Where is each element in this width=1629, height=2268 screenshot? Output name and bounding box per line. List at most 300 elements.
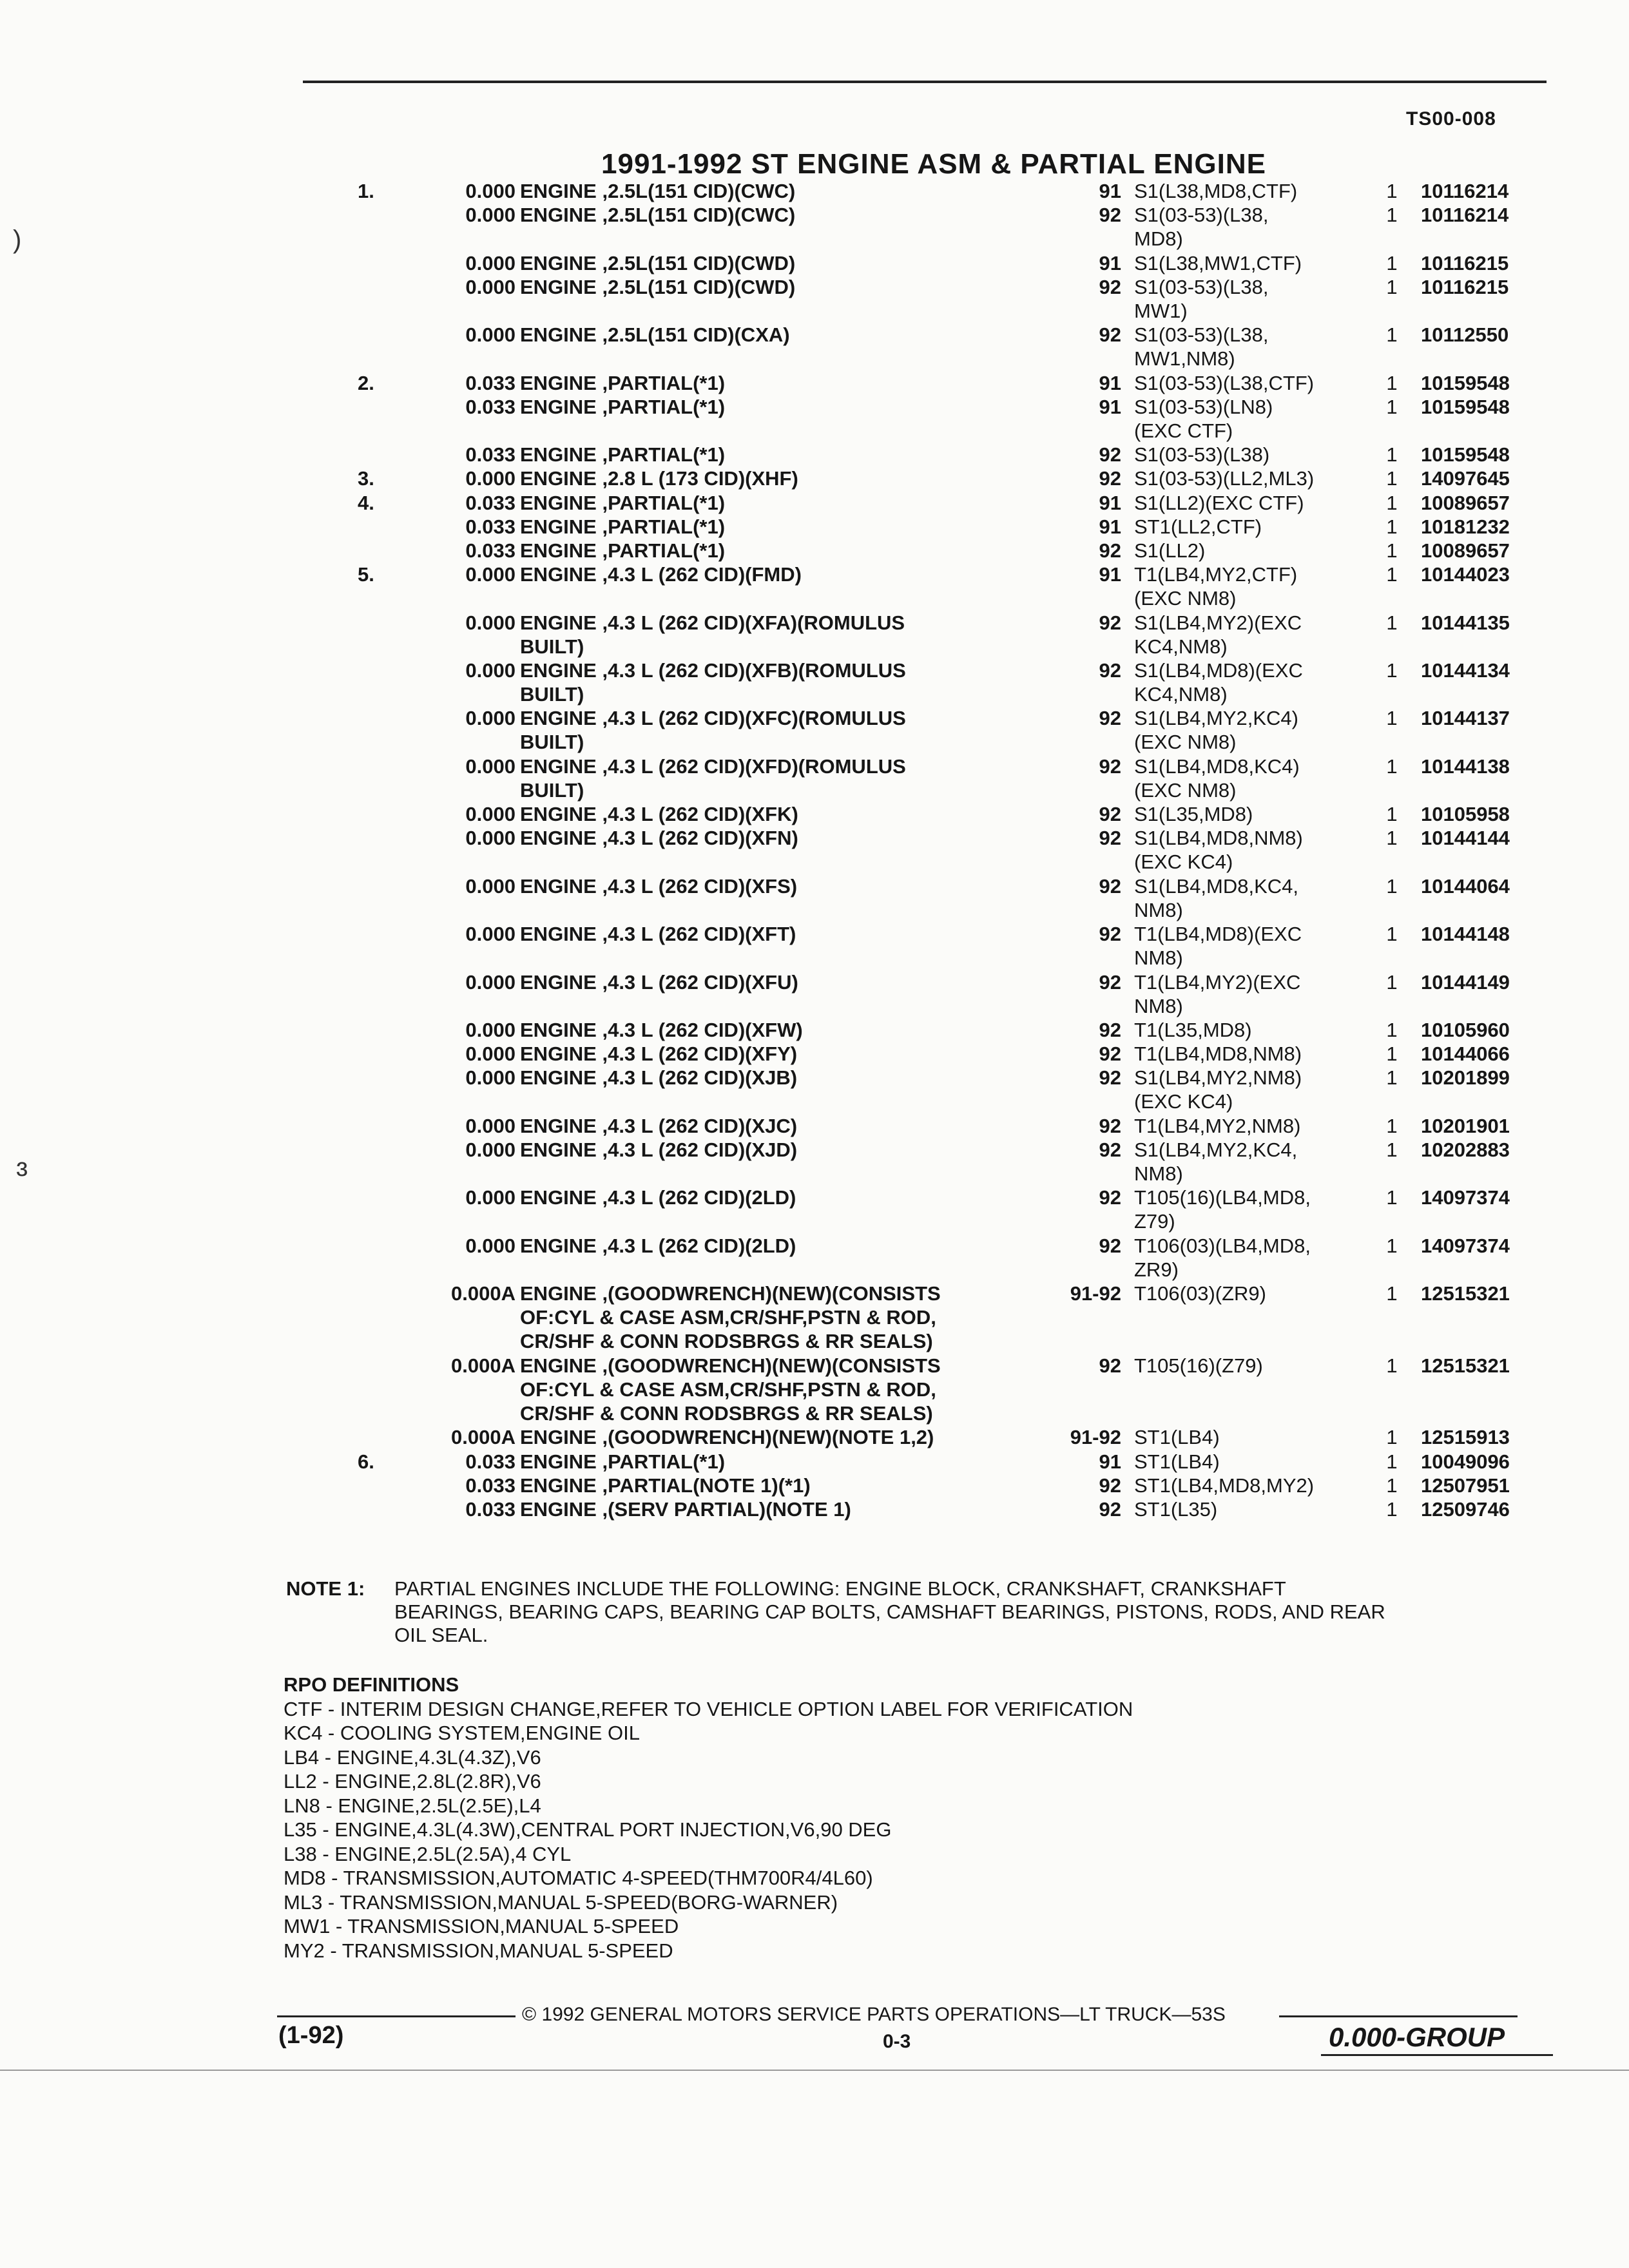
quantity: 1: [1386, 1450, 1398, 1473]
part-description: [520, 1018, 1119, 1042]
description-line: ENGINE ,2.5L(151 CID)(CXA): [520, 323, 790, 347]
description-line: ENGINE ,4.3 L (262 CID)(FMD): [520, 563, 802, 586]
date-code: (1-92): [278, 2022, 344, 2049]
group-level: 0.000: [465, 874, 516, 898]
usage-line: S1(03-53)(LN8): [1134, 395, 1273, 418]
usage-line: S1(L35,MD8): [1134, 803, 1253, 826]
usage: [1134, 395, 1373, 443]
description-line: ENGINE ,4.3 L (262 CID)(XFW): [520, 1019, 803, 1041]
model-year: 92: [1099, 1114, 1121, 1137]
model-year: 92: [1099, 1043, 1121, 1066]
usage-line: NM8): [1134, 947, 1183, 970]
group-level: 0.033: [465, 1474, 516, 1497]
footer-rule-left: [277, 2015, 516, 2017]
part-number: 10144134: [1421, 659, 1510, 682]
description-line: ENGINE ,4.3 L (262 CID)(XFA)(ROMULUS: [520, 611, 905, 634]
quantity: 1: [1386, 1043, 1398, 1066]
usage: [1134, 802, 1373, 826]
model-year: 92: [1099, 803, 1121, 826]
part-number: 10181232: [1421, 515, 1510, 538]
part-description: [520, 1186, 1119, 1209]
model-year: 91: [1099, 251, 1121, 274]
part-description: [520, 1114, 1119, 1138]
part-number: 10144148: [1421, 923, 1510, 946]
description-line: ENGINE ,4.3 L (262 CID)(XFK): [520, 803, 798, 826]
ref-number: 3.: [358, 467, 374, 490]
group-level: 0.000A: [451, 1282, 516, 1305]
group-level: 0.000: [465, 204, 516, 227]
group-level: 0.000: [465, 707, 516, 730]
description-line: ENGINE ,4.3 L (262 CID)(XFD)(ROMULUS: [520, 754, 906, 778]
part-number: 10159548: [1421, 395, 1510, 418]
part-description: [520, 251, 1119, 275]
group-level: 0.033: [465, 1450, 516, 1473]
quantity: 1: [1386, 515, 1398, 538]
part-number: 10089657: [1421, 539, 1510, 562]
description-line: ENGINE ,4.3 L (262 CID)(XJD): [520, 1139, 798, 1161]
quantity: 1: [1386, 1114, 1398, 1137]
part-number: 10159548: [1421, 371, 1510, 394]
group-level: 0.000: [465, 1043, 516, 1066]
model-year: 92: [1099, 204, 1121, 227]
usage-line: S1(03-53)(L38,: [1134, 275, 1269, 298]
quantity: 1: [1386, 1354, 1398, 1377]
model-year: 92: [1099, 827, 1121, 850]
part-number: 10105958: [1421, 803, 1510, 826]
description-line: ENGINE ,PARTIAL(*1): [520, 539, 726, 562]
description-line: ENGINE ,PARTIAL(*1): [520, 371, 726, 394]
part-number: 12515913: [1421, 1426, 1510, 1449]
usage: [1134, 1186, 1373, 1233]
usage-line: ZR9): [1134, 1258, 1179, 1281]
usage-line: T1(LB4,MD8,NM8): [1134, 1043, 1302, 1066]
part-number: 12515321: [1421, 1282, 1510, 1305]
model-year: 92: [1099, 611, 1121, 634]
usage-line: T1(LB4,MY2)(EXC: [1134, 970, 1301, 994]
usage-line: S1(L38,MW1,CTF): [1134, 251, 1302, 274]
usage: [1134, 1450, 1373, 1474]
part-number: 12509746: [1421, 1498, 1510, 1521]
group-level: 0.033: [465, 1498, 516, 1521]
model-year: 91: [1099, 395, 1121, 418]
usage-line: T105(16)(Z79): [1134, 1354, 1263, 1377]
part-description: [520, 1066, 1119, 1090]
note-label: NOTE 1:: [286, 1577, 365, 1600]
description-line: ENGINE ,2.8 L (173 CID)(XHF): [520, 467, 798, 490]
document-code: TS00-008: [1406, 108, 1496, 130]
part-number: 10144137: [1421, 707, 1510, 730]
rpo-item: MD8 - TRANSMISSION,AUTOMATIC 4-SPEED(THM700R4/4L60): [284, 1867, 873, 1889]
rpo-item: CTF - INTERIM DESIGN CHANGE,REFER TO VEHICLE OPTION LABEL FOR VERIFICATION: [284, 1697, 1133, 1720]
part-description: [520, 395, 1119, 419]
description-line: CR/SHF & CONN RODSBRGS & RR SEALS): [520, 1330, 933, 1353]
description-line: BUILT): [520, 778, 584, 802]
group-level: 0.000: [465, 1066, 516, 1090]
part-number: 10201899: [1421, 1066, 1510, 1090]
description-line: ENGINE ,(GOODWRENCH)(NEW)(CONSISTS: [520, 1282, 941, 1305]
model-year: 92: [1099, 970, 1121, 994]
footer-underline-right: [1321, 2054, 1553, 2056]
usage-line: T106(03)(ZR9): [1134, 1282, 1266, 1305]
usage: [1134, 754, 1373, 802]
model-year: 92: [1099, 1474, 1121, 1497]
model-year: 92: [1099, 1234, 1121, 1257]
model-year: 92: [1099, 539, 1121, 562]
usage: [1134, 1042, 1373, 1066]
part-number: 10144149: [1421, 970, 1510, 994]
usage-line: (EXC KC4): [1134, 850, 1233, 874]
quantity: 1: [1386, 204, 1398, 227]
quantity: 1: [1386, 707, 1398, 730]
group-level: 0.000: [465, 827, 516, 850]
part-number: 10116215: [1421, 251, 1509, 274]
quantity: 1: [1386, 323, 1398, 347]
usage: [1134, 323, 1373, 370]
usage: [1134, 826, 1373, 874]
usage: [1134, 371, 1373, 395]
part-number: 12507951: [1421, 1474, 1510, 1497]
description-line: ENGINE ,PARTIAL(NOTE 1)(*1): [520, 1474, 811, 1497]
part-number: 10144066: [1421, 1043, 1510, 1066]
ref-number: 2.: [358, 371, 374, 394]
usage: [1134, 658, 1373, 706]
description-line: OF:CYL & CASE ASM,CR/SHF,PSTN & ROD,: [520, 1306, 936, 1329]
quantity: 1: [1386, 1234, 1398, 1257]
ref-number: 5.: [358, 563, 374, 586]
part-number: 10202883: [1421, 1139, 1510, 1161]
usage-line: MW1): [1134, 299, 1188, 322]
model-year: 92: [1099, 443, 1121, 466]
group-level: 0.000: [465, 1019, 516, 1041]
usage: [1134, 275, 1373, 323]
part-description: [520, 491, 1119, 515]
model-year: 91: [1099, 371, 1121, 394]
quantity: 1: [1386, 443, 1398, 466]
model-year: 91: [1099, 563, 1121, 586]
group-level: 0.000: [465, 251, 516, 274]
part-number: 14097645: [1421, 467, 1510, 490]
group-level: 0.000: [465, 1234, 516, 1257]
group-level: 0.000: [465, 803, 516, 826]
scan-mark-left-1: ): [13, 226, 22, 254]
description-line: ENGINE ,2.5L(151 CID)(CWD): [520, 275, 796, 298]
description-line: ENGINE ,PARTIAL(*1): [520, 515, 726, 538]
part-description: [520, 1138, 1119, 1162]
usage: [1134, 1497, 1373, 1521]
part-description: [520, 706, 1119, 754]
page-title: 1991-1992 ST ENGINE ASM & PARTIAL ENGINE: [601, 148, 1266, 180]
part-number: 10116214: [1421, 180, 1509, 202]
description-line: BUILT): [520, 731, 584, 754]
usage-line: S1(L38,MD8,CTF): [1134, 180, 1298, 202]
rpo-item: ML3 - TRANSMISSION,MANUAL 5-SPEED(BORG-WARNER): [284, 1890, 838, 1914]
part-number: 10116215: [1421, 275, 1509, 298]
usage-line: S1(LB4,MY2,KC4): [1134, 707, 1298, 730]
usage-line: NM8): [1134, 898, 1183, 921]
quantity: 1: [1386, 1498, 1398, 1521]
usage-line: S1(LB4,MY2,KC4,: [1134, 1139, 1298, 1161]
description-line: BUILT): [520, 683, 584, 706]
usage-line: S1(03-53)(L38,: [1134, 323, 1269, 347]
part-description: [520, 443, 1119, 466]
rpo-item: LL2 - ENGINE,2.8L(2.8R),V6: [284, 1770, 541, 1792]
rpo-item: LN8 - ENGINE,2.5L(2.5E),L4: [284, 1794, 541, 1817]
part-number: 10049096: [1421, 1450, 1510, 1473]
model-year: 92: [1099, 923, 1121, 946]
group-level: 0.000: [465, 923, 516, 946]
usage-line: S1(03-53)(L38,: [1134, 204, 1269, 227]
usage-line: MW1,NM8): [1134, 347, 1235, 370]
part-number: 14097374: [1421, 1234, 1510, 1257]
description-line: ENGINE ,PARTIAL(*1): [520, 443, 726, 466]
usage: [1134, 443, 1373, 466]
description-line: ENGINE ,4.3 L (262 CID)(XFB)(ROMULUS: [520, 659, 906, 682]
group-level: 0.000: [465, 323, 516, 347]
description-line: ENGINE ,4.3 L (262 CID)(XFY): [520, 1043, 798, 1066]
group-level: 0.000: [465, 275, 516, 298]
part-description: [520, 515, 1119, 539]
rpo-heading: RPO DEFINITIONS: [284, 1673, 459, 1696]
usage: [1134, 874, 1373, 922]
part-number: 10159548: [1421, 443, 1510, 466]
part-number: 10089657: [1421, 491, 1510, 514]
description-line: ENGINE ,(GOODWRENCH)(NEW)(CONSISTS: [520, 1354, 941, 1377]
part-number: 10112550: [1421, 323, 1509, 347]
part-description: [520, 611, 1119, 658]
usage-line: (EXC NM8): [1134, 731, 1237, 754]
part-number: 10144064: [1421, 874, 1510, 898]
usage: [1134, 539, 1373, 562]
group-level: 0.033: [465, 491, 516, 514]
model-year: 92: [1099, 1354, 1121, 1377]
part-description: [520, 323, 1119, 347]
model-year: 91: [1099, 515, 1121, 538]
description-line: ENGINE ,2.5L(151 CID)(CWC): [520, 204, 796, 227]
usage: [1134, 1138, 1373, 1186]
part-number: 10144138: [1421, 754, 1510, 778]
quantity: 1: [1386, 371, 1398, 394]
usage-line: S1(LL2): [1134, 539, 1206, 562]
description-line: ENGINE ,PARTIAL(*1): [520, 395, 726, 418]
usage-line: S1(LB4,MY2)(EXC: [1134, 611, 1302, 634]
model-year: 92: [1099, 275, 1121, 298]
quantity: 1: [1386, 1139, 1398, 1161]
description-line: ENGINE ,2.5L(151 CID)(CWC): [520, 180, 796, 202]
usage: [1134, 491, 1373, 515]
quantity: 1: [1386, 1426, 1398, 1449]
part-description: [520, 658, 1119, 706]
group-level: 0.033: [465, 539, 516, 562]
usage-line: (EXC NM8): [1134, 778, 1237, 802]
part-number: 10144023: [1421, 563, 1510, 586]
group-level: 0.033: [465, 395, 516, 418]
part-description: [520, 1497, 1119, 1521]
part-description: [520, 922, 1119, 946]
part-number: 10201901: [1421, 1114, 1510, 1137]
group-level: 0.000A: [451, 1426, 516, 1449]
model-year: 92: [1099, 1498, 1121, 1521]
group-level: 0.000: [465, 1186, 516, 1209]
quantity: 1: [1386, 275, 1398, 298]
group-level: 0.000: [465, 970, 516, 994]
group-level: 0.033: [465, 443, 516, 466]
bottom-scan-line: [0, 2070, 1629, 2071]
group-level: 0.000A: [451, 1354, 516, 1377]
usage: [1134, 1282, 1373, 1305]
usage: [1134, 1114, 1373, 1138]
usage: [1134, 1474, 1373, 1497]
description-line: ENGINE ,2.5L(151 CID)(CWD): [520, 251, 796, 274]
rpo-item: MW1 - TRANSMISSION,MANUAL 5-SPEED: [284, 1915, 679, 1937]
usage-line: NM8): [1134, 994, 1183, 1017]
usage-line: T106(03)(LB4,MD8,: [1134, 1234, 1311, 1257]
quantity: 1: [1386, 659, 1398, 682]
page-number: 0-3: [883, 2031, 911, 2052]
group-level: 0.000: [465, 754, 516, 778]
model-year: 92: [1099, 754, 1121, 778]
usage-line: (EXC NM8): [1134, 587, 1237, 610]
quantity: 1: [1386, 874, 1398, 898]
quantity: 1: [1386, 395, 1398, 418]
quantity: 1: [1386, 923, 1398, 946]
part-description: [520, 970, 1119, 994]
usage: [1134, 466, 1373, 490]
description-line: ENGINE ,PARTIAL(*1): [520, 1450, 726, 1473]
usage-line: ST1(LB4): [1134, 1426, 1220, 1449]
part-number: 10144144: [1421, 827, 1510, 850]
usage: [1134, 562, 1373, 610]
scan-mark-left-2: ɜ: [16, 1153, 28, 1182]
usage-line: T1(LB4,MY2,CTF): [1134, 563, 1298, 586]
usage: [1134, 611, 1373, 658]
part-description: [520, 1450, 1119, 1474]
usage: [1134, 515, 1373, 539]
usage-line: T105(16)(LB4,MD8,: [1134, 1186, 1311, 1209]
group-level: 0.000: [465, 180, 516, 202]
usage-line: ST1(L35): [1134, 1498, 1218, 1521]
quantity: 1: [1386, 491, 1398, 514]
quantity: 1: [1386, 1186, 1398, 1209]
model-year: 92: [1099, 467, 1121, 490]
usage-line: T1(LB4,MY2,NM8): [1134, 1114, 1301, 1137]
rpo-item: L35 - ENGINE,4.3L(4.3W),CENTRAL PORT INJECTION,V6,90 DEG: [284, 1818, 892, 1841]
usage-line: KC4,NM8): [1134, 683, 1228, 706]
description-line: ENGINE ,4.3 L (262 CID)(XJC): [520, 1114, 798, 1137]
part-description: [520, 826, 1119, 850]
description-line: ENGINE ,(GOODWRENCH)(NEW)(NOTE 1,2): [520, 1426, 934, 1449]
model-year: 91-92: [1070, 1282, 1121, 1305]
model-year: 92: [1099, 1066, 1121, 1090]
group-level: 0.000: [465, 563, 516, 586]
rpo-item: MY2 - TRANSMISSION,MANUAL 5-SPEED: [284, 1939, 673, 1962]
group-level: 0.033: [465, 371, 516, 394]
part-description: [520, 203, 1119, 227]
usage: [1134, 251, 1373, 275]
usage-line: S1(LB4,MD8,NM8): [1134, 827, 1303, 850]
usage: [1134, 203, 1373, 251]
usage-line: S1(LB4,MD8,KC4): [1134, 754, 1300, 778]
usage: [1134, 1354, 1373, 1378]
description-line: ENGINE ,4.3 L (262 CID)(XFU): [520, 970, 798, 994]
model-year: 92: [1099, 874, 1121, 898]
quantity: 1: [1386, 1282, 1398, 1305]
model-year: 91: [1099, 491, 1121, 514]
description-line: ENGINE ,4.3 L (262 CID)(2LD): [520, 1234, 796, 1257]
usage: [1134, 1018, 1373, 1042]
quantity: 1: [1386, 827, 1398, 850]
group-level: 0.000: [465, 659, 516, 682]
quantity: 1: [1386, 1474, 1398, 1497]
part-description: [520, 371, 1119, 395]
usage-line: (EXC KC4): [1134, 1090, 1233, 1113]
usage-line: ST1(LB4): [1134, 1450, 1220, 1473]
group-level: 0.000: [465, 611, 516, 634]
usage-line: Z79): [1134, 1210, 1175, 1233]
ref-number: 1.: [358, 180, 374, 202]
usage-line: S1(03-53)(LL2,ML3): [1134, 467, 1315, 490]
ref-number: 4.: [358, 491, 374, 514]
part-number: 10116214: [1421, 204, 1509, 227]
usage-line: (EXC CTF): [1134, 419, 1233, 442]
model-year: 91-92: [1070, 1426, 1121, 1449]
part-description: [520, 1354, 1119, 1425]
footer-rule-right: [1279, 2015, 1518, 2017]
part-description: [520, 874, 1119, 898]
model-year: 92: [1099, 1186, 1121, 1209]
group-level: 0.000: [465, 467, 516, 490]
group-label: 0.000-GROUP: [1329, 2022, 1505, 2052]
description-line: ENGINE ,4.3 L (262 CID)(XFC)(ROMULUS: [520, 707, 906, 730]
usage-line: S1(LB4,MY2,NM8): [1134, 1066, 1302, 1090]
usage-line: S1(03-53)(L38): [1134, 443, 1270, 466]
quantity: 1: [1386, 467, 1398, 490]
usage-line: NM8): [1134, 1162, 1183, 1185]
copyright-line: © 1992 GENERAL MOTORS SERVICE PARTS OPERATIONS—LT TRUCK—53S: [522, 2004, 1226, 2025]
quantity: 1: [1386, 180, 1398, 202]
usage: [1134, 1425, 1373, 1449]
part-number: 14097374: [1421, 1186, 1510, 1209]
usage: [1134, 922, 1373, 970]
usage-line: KC4,NM8): [1134, 635, 1228, 658]
description-line: ENGINE ,4.3 L (262 CID)(XFT): [520, 923, 796, 946]
part-number: 12515321: [1421, 1354, 1510, 1377]
ref-number: 6.: [358, 1450, 374, 1473]
description-line: ENGINE ,(SERV PARTIAL)(NOTE 1): [520, 1498, 851, 1521]
usage: [1134, 1066, 1373, 1113]
part-description: [520, 179, 1119, 203]
quantity: 1: [1386, 970, 1398, 994]
rpo-definitions: [284, 1673, 1133, 1963]
usage-line: T1(L35,MD8): [1134, 1019, 1252, 1041]
part-number: 10105960: [1421, 1019, 1510, 1041]
description-line: CR/SHF & CONN RODSBRGS & RR SEALS): [520, 1401, 933, 1425]
part-description: [520, 1282, 1119, 1353]
description-line: ENGINE ,4.3 L (262 CID)(XJB): [520, 1066, 798, 1090]
part-description: [520, 1234, 1119, 1258]
part-description: [520, 539, 1119, 562]
group-level: 0.000: [465, 1114, 516, 1137]
top-rule: [303, 81, 1547, 83]
usage-line: S1(LL2)(EXC CTF): [1134, 491, 1304, 514]
part-description: [520, 1042, 1119, 1066]
usage: [1134, 706, 1373, 754]
quantity: 1: [1386, 1019, 1398, 1041]
model-year: 92: [1099, 659, 1121, 682]
model-year: 91: [1099, 180, 1121, 202]
quantity: 1: [1386, 754, 1398, 778]
part-description: [520, 802, 1119, 826]
part-description: [520, 1425, 1119, 1449]
